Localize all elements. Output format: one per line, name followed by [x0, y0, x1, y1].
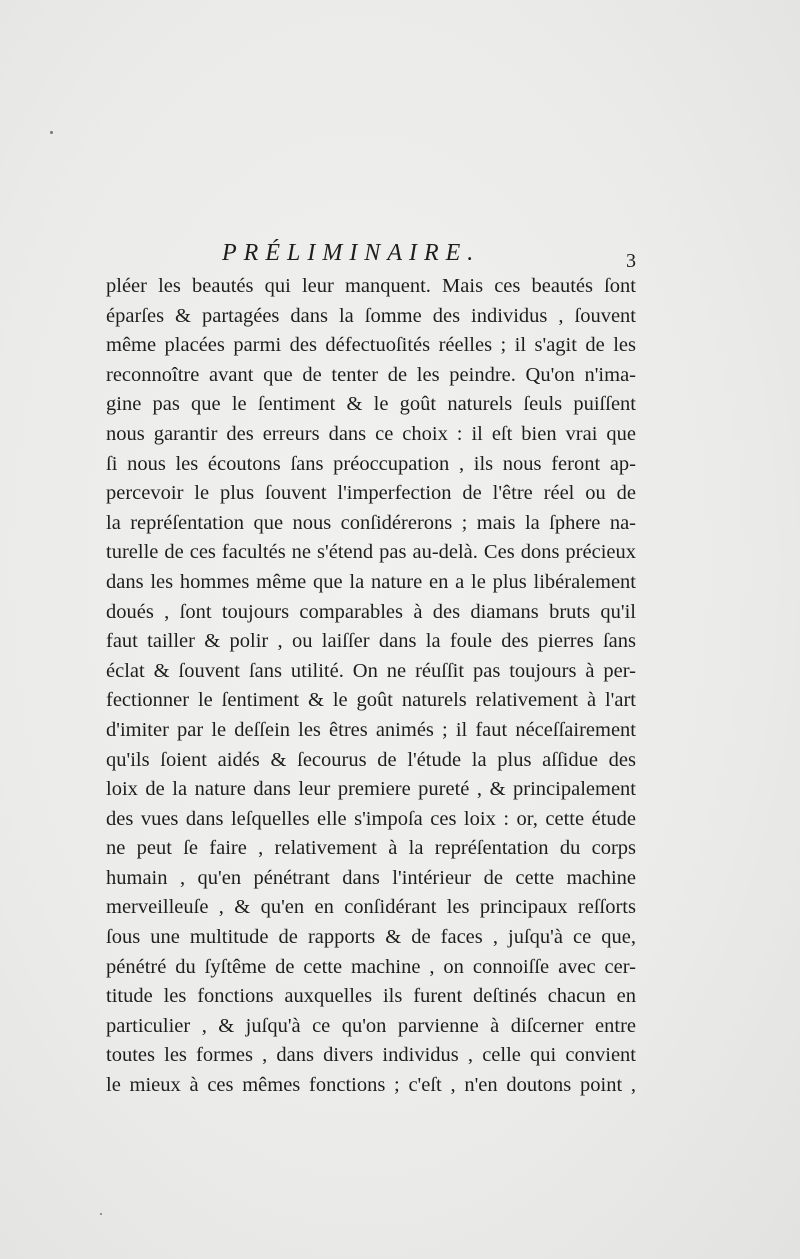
text-line: ſous une multitude de rapports & de faces , juſqu'à ce que,	[106, 926, 636, 949]
text-line: nous garantir des erreurs dans ce choix : il eſt bien vrai que	[106, 422, 636, 445]
text-line: même placées parmi des défectuoſités réelles ; il s'agit de les	[106, 334, 636, 357]
text-line: humain , qu'en pénétrant dans l'intérieur de cette machine	[106, 866, 636, 889]
text-line: éclat & ſouvent ſans utilité. On ne réuſſit pas toujours à per-	[106, 659, 636, 682]
text-line: le mieux à ces mêmes fonctions ; c'eſt , n'en doutons point ,	[106, 1074, 636, 1097]
body-text	[106, 272, 636, 1101]
text-line: toutes les formes , dans divers individus , celle qui convient	[106, 1044, 636, 1067]
ink-speck	[100, 1213, 102, 1215]
text-line: qu'ils ſoient aidés & ſecourus de l'étude la plus aſſidue des	[106, 748, 636, 771]
text-line: titude les fonctions auxquelles ils furent deſtinés chacun en	[106, 985, 636, 1008]
ink-speck	[50, 131, 53, 134]
text-line: particulier , & juſqu'à ce qu'on parvienne à diſcerner entre	[106, 1014, 636, 1037]
text-line: faut tailler & polir , ou laiſſer dans la foule des pierres ſans	[106, 630, 636, 653]
text-line: dans les hommes même que la nature en a le plus libéralement	[106, 570, 636, 593]
text-line: éparſes & partagées dans la ſomme des individus , ſouvent	[106, 304, 636, 327]
text-line: ne peut ſe faire , relativement à la repréſentation du corps	[106, 837, 636, 860]
text-line: percevoir le plus ſouvent l'imperfection de l'être réel ou de	[106, 482, 636, 505]
page-header	[106, 240, 636, 274]
text-line: turelle de ces facultés ne s'étend pas au-delà. Ces dons précieux	[106, 541, 636, 564]
text-line: reconnoître avant que de tenter de les peindre. Qu'on n'ima-	[106, 363, 636, 386]
text-line: doués , ſont toujours comparables à des diamans bruts qu'il	[106, 600, 636, 623]
text-line: la repréſentation que nous conſidérerons ; mais la ſphere na-	[106, 511, 636, 534]
running-title: PRÉLIMINAIRE.	[222, 240, 481, 266]
text-line: fectionner le ſentiment & le goût naturels relativement à l'art	[106, 689, 636, 712]
text-line: pénétré du ſyſtême de cette machine , on connoiſſe avec cer-	[106, 955, 636, 978]
text-line: pléer les beautés qui leur manquent. Mais ces beautés ſont	[106, 275, 636, 297]
text-line: merveilleuſe , & qu'en en conſidérant les principaux reſſorts	[106, 896, 636, 919]
page-number: 3	[626, 250, 636, 272]
text-line: loix de la nature dans leur premiere pureté , & principalement	[106, 778, 636, 801]
text-line: des vues dans leſquelles elle s'impoſa ces loix : or, cette étude	[106, 807, 636, 830]
text-line: gine pas que le ſentiment & le goût naturels ſeuls puiſſent	[106, 393, 636, 416]
text-line: d'imiter par le deſſein les êtres animés ; il faut néceſſairement	[106, 718, 636, 741]
text-line: ſi nous les écoutons ſans préoccupation , ils nous feront ap-	[106, 452, 636, 475]
